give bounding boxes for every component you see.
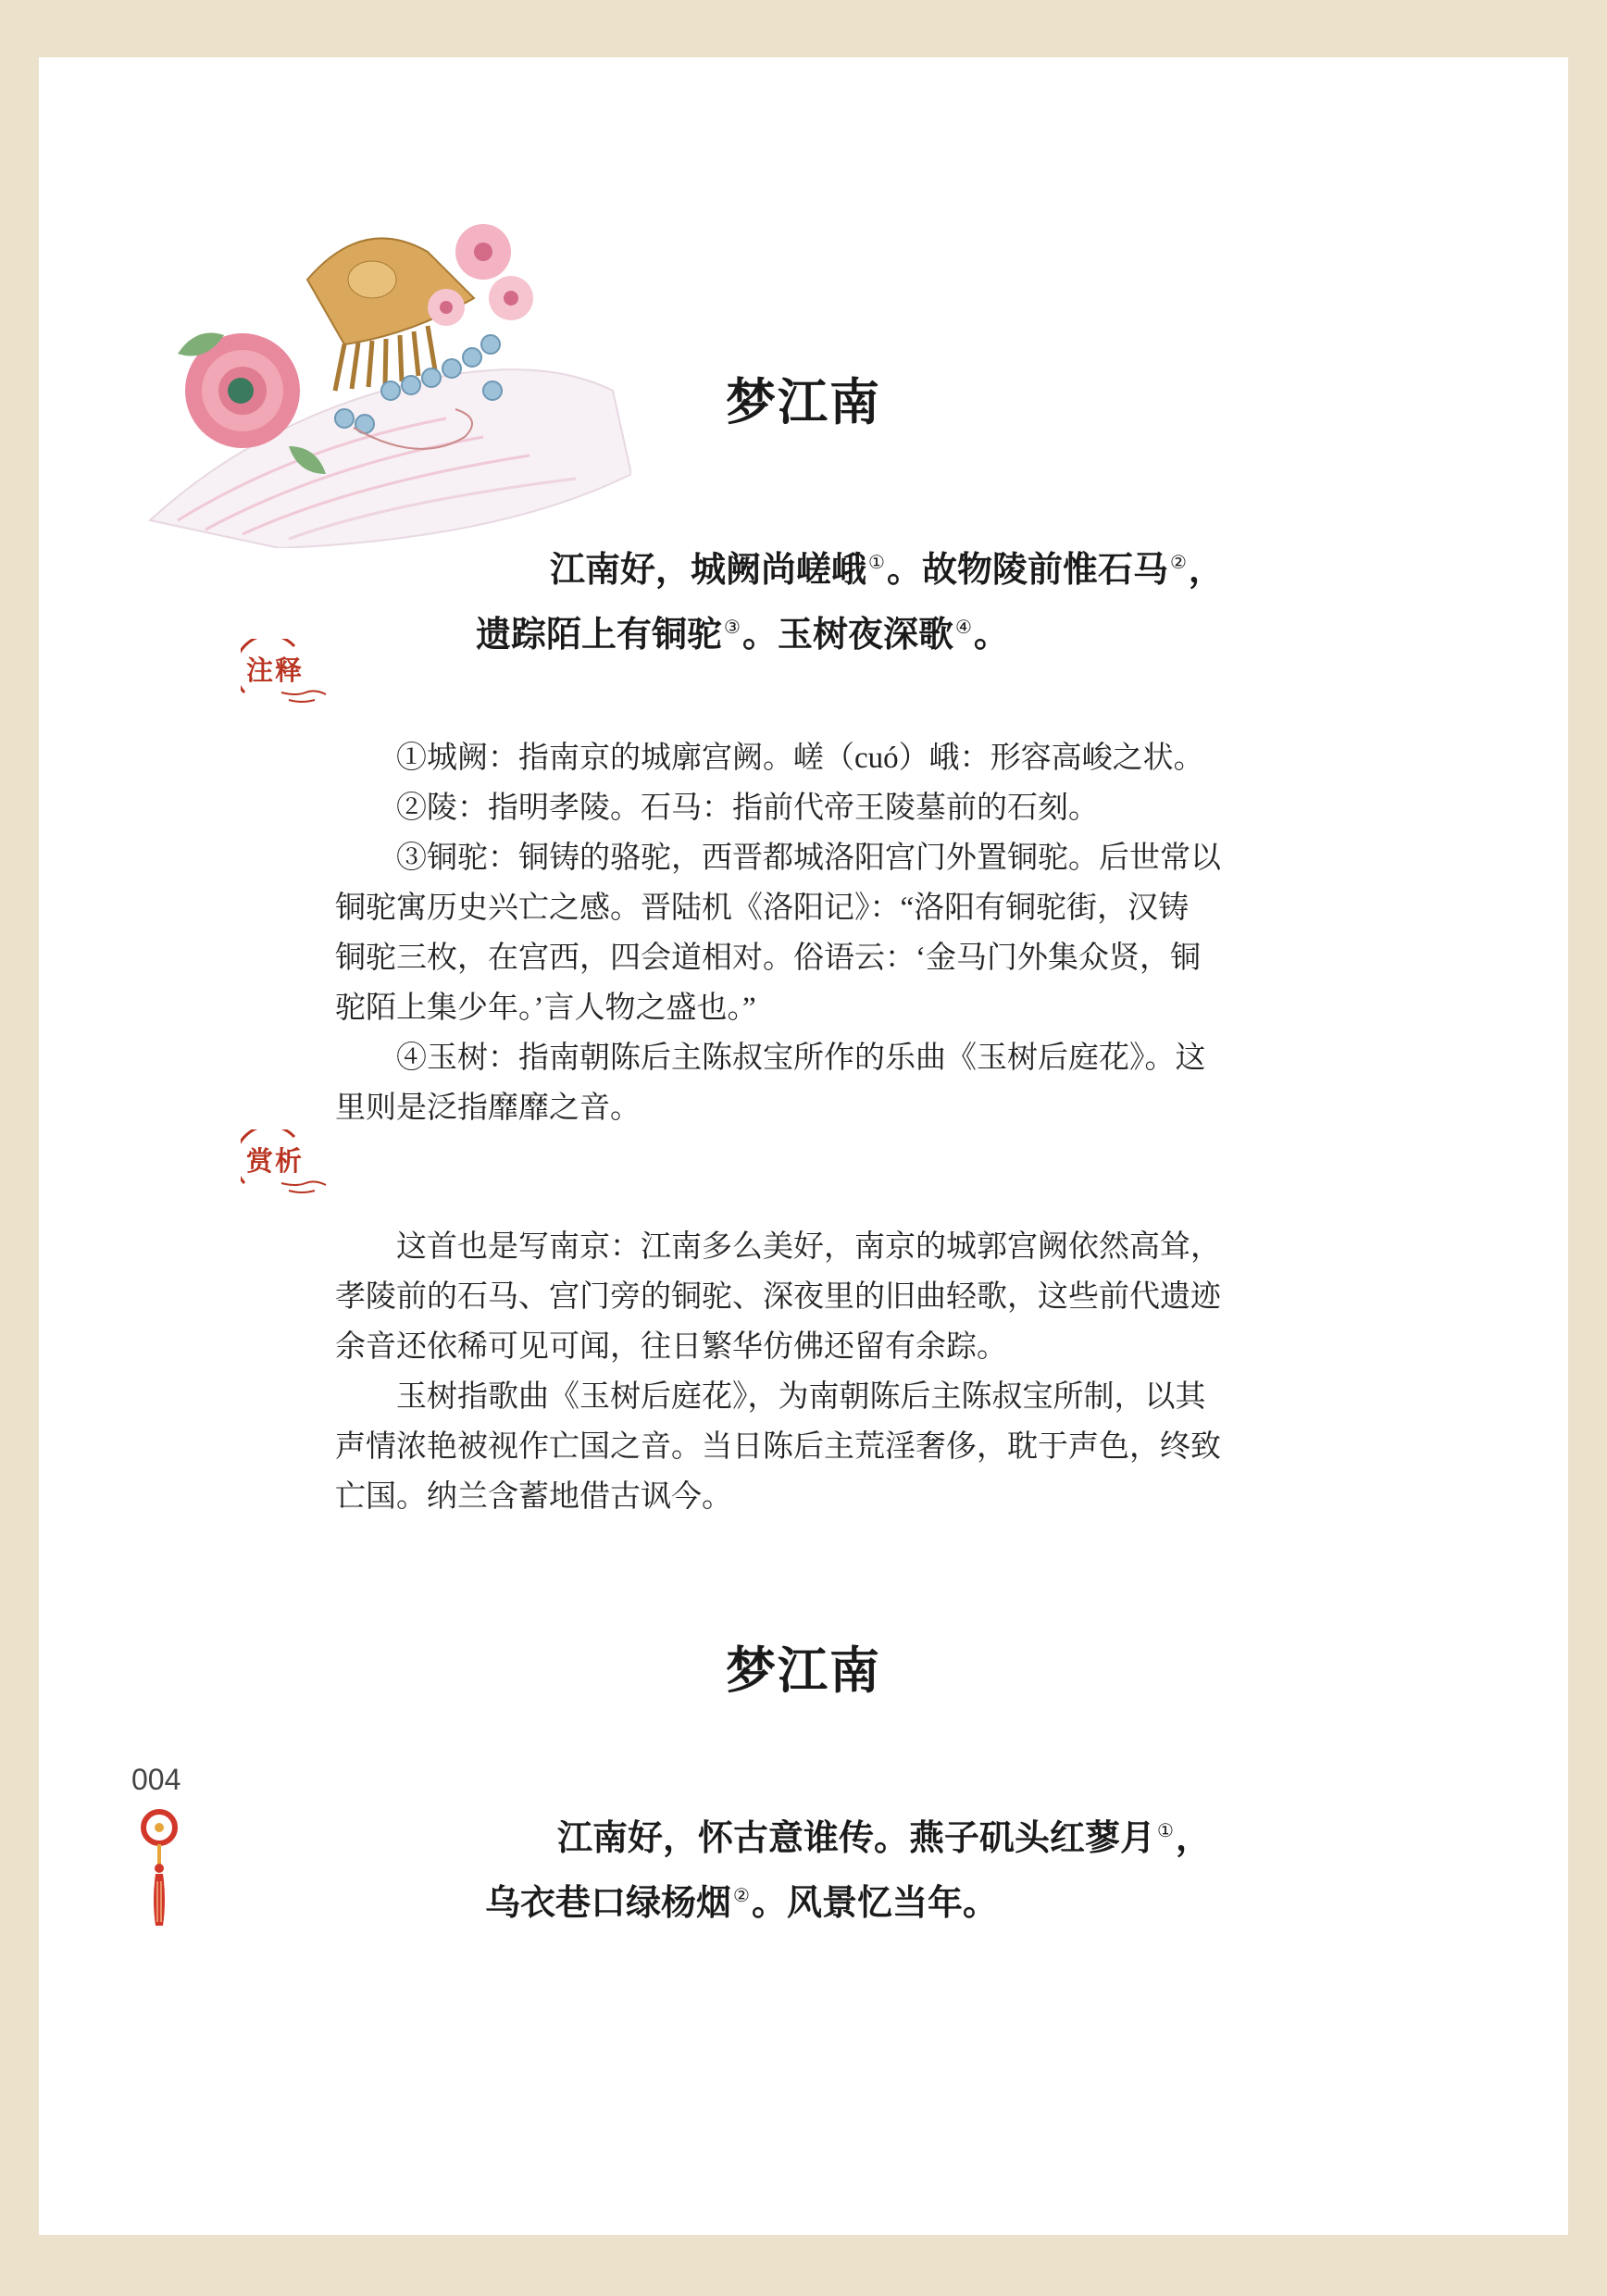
annotation-line: 里则是泛指靡靡之音。 [335, 1092, 641, 1125]
annotation-line: ④玉树：指南朝陈后主陈叔宝所作的乐曲《玉树后庭花》。这 [396, 1042, 1206, 1075]
book-page [39, 57, 1568, 2235]
poem-text: 江南好，怀古意谁传。燕子矶头红蓼月 [557, 1819, 1156, 1858]
notes-badge [241, 639, 330, 711]
analysis-line: 声情浓艳被视作亡国之音。当日陈后主荒淫奢侈，耽于声色，终致 [335, 1430, 1221, 1464]
poem-text: 江南好，城阙尚嵯峨 [550, 551, 867, 590]
poem-title: 梦江南 [726, 375, 881, 430]
analysis-line: 这首也是写南京：江南多么美好，南京的城郭宫阙依然高耸， [396, 1230, 1221, 1264]
poem-line [557, 1809, 1211, 1860]
annotation-line: ②陵：指明孝陵。石马：指前代帝王陵墓前的石刻。 [396, 792, 1099, 825]
footnote-marker: ④ [954, 618, 972, 639]
footnote-marker: ③ [724, 618, 741, 639]
poem-text: 遗踪陌上有铜驼 [476, 616, 723, 655]
poem-text: 乌衣巷口绿杨烟 [485, 1884, 732, 1923]
annotation-line: ①城阙：指南京的城廓宫阙。嵯（cuó）峨：形容高峻之状。 [396, 742, 1204, 775]
poem-text: 。 [973, 616, 1009, 655]
poem-line [485, 1874, 998, 1925]
annotations-section [335, 733, 1390, 1133]
notes-badge-label: 注释 [246, 656, 305, 686]
poem-line [550, 541, 1224, 592]
analysis-line: 孝陵前的石马、宫门旁的铜驼、深夜里的旧曲轻歌，这些前代遗迹 [335, 1280, 1221, 1314]
annotation-line: 铜驼寓历史兴亡之感。晋陆机《洛阳记》：“洛阳有铜驼街，汉铸 [335, 892, 1190, 925]
annotation-line: 驼陌上集少年。’言人物之盛也。” [335, 992, 756, 1025]
page-number: 004 [131, 1763, 181, 1796]
analysis-badge-label: 赏析 [246, 1147, 305, 1177]
annotation-line: 铜驼三枚，在宫西，四会道相对。俗语云：‘金马门外集众贤，铜 [335, 942, 1201, 975]
poem-line [476, 605, 1009, 656]
analysis-line: 余音还依稀可见可闻，往日繁华仿佛还留有余踪。 [335, 1330, 1007, 1364]
red-tassel-ornament [139, 1807, 180, 1931]
analysis-line: 玉树指歌曲《玉树后庭花》，为南朝陈后主陈叔宝所制，以其 [396, 1380, 1206, 1414]
annotation-line: ③铜驼：铜铸的骆驼，西晋都城洛阳宫门外置铜驼。后世常以 [396, 842, 1221, 875]
footnote-marker: ② [733, 1886, 750, 1907]
hair-comb-illustration [113, 113, 631, 548]
poem-title: 梦江南 [726, 1643, 881, 1699]
poem-text: 。故物陵前惟石马 [886, 551, 1168, 590]
poem-text: 。风景忆当年。 [751, 1884, 998, 1923]
footnote-marker: ① [1157, 1821, 1174, 1842]
poem-text: ， [1188, 551, 1224, 590]
analysis-line: 亡国。纳兰含蓄地借古讽今。 [335, 1480, 732, 1514]
poem-text: 。玉树夜深歌 [741, 616, 953, 655]
poem-text: ， [1175, 1819, 1211, 1858]
analysis-badge [241, 1129, 330, 1202]
footnote-marker: ② [1169, 553, 1187, 574]
analysis-section [335, 1222, 1390, 1522]
footnote-marker: ① [868, 553, 885, 574]
